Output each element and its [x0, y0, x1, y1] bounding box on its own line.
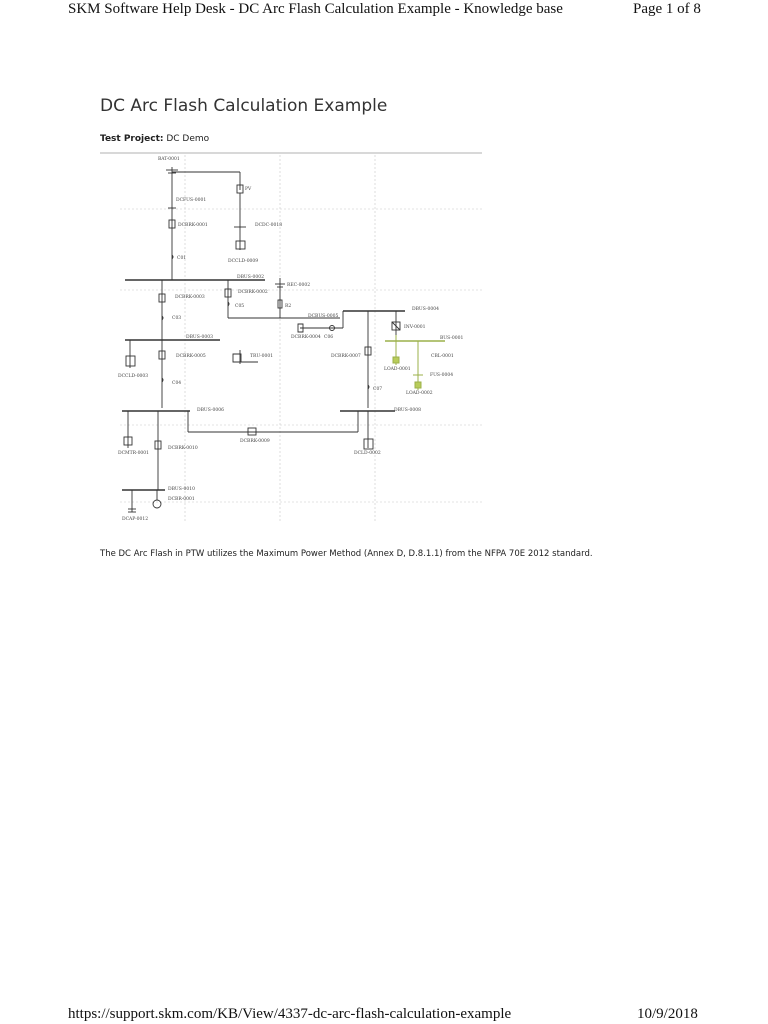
label-dbus6: DBUS-0006 [197, 408, 224, 413]
test-project-label: Test Project: [100, 134, 164, 144]
label-dbus4: DBUS-0004 [412, 307, 439, 312]
label-bus1: BUS-0001 [440, 336, 464, 341]
label-rec: REC-0002 [287, 283, 311, 288]
label-dcbrk1: DCBRK-0001 [178, 223, 208, 228]
label-cld3: DCCLD-0003 [118, 374, 149, 379]
cld9-symbol [236, 241, 245, 249]
label-dbus2: DBUS-0002 [237, 275, 264, 280]
label-dcbrk5: DCBRK-0005 [176, 354, 206, 359]
print-header-page-number: Page 1 of 8 [633, 1, 701, 17]
label-c03: C03 [172, 316, 182, 321]
label-dcld2: DCLD-0002 [354, 451, 381, 456]
one-line-diagram [100, 150, 484, 530]
label-dcbrk4: DCBRK-0004 [291, 335, 321, 340]
dcbr1-symbol [153, 500, 161, 508]
print-footer-url: https://support.skm.com/KB/View/4337-dc-arc-flash-calculation-example [68, 1006, 512, 1022]
dcld2-symbol [364, 439, 373, 449]
label-cbl1: CBL-0001 [431, 354, 454, 359]
article-body-text: The DC Arc Flash in PTW utilizes the Maximum Power Method (Annex D, D.8.1.1) from the NFPA 70E 2012 standard. [100, 549, 593, 559]
label-dbus10: DBUS-0010 [168, 487, 195, 492]
print-header-title: SKM Software Help Desk - DC Arc Flash Calculation Example - Knowledge base [68, 1, 563, 17]
test-project-line [100, 134, 209, 144]
label-dcbr1: DCBR-0001 [168, 497, 195, 502]
article-title: DC Arc Flash Calculation Example [100, 96, 388, 116]
label-dbus3: DBUS-0003 [186, 335, 213, 340]
label-dcfuse: DCFUS-0001 [176, 198, 207, 203]
label-dcbus5: DCBUS-0005 [308, 314, 339, 319]
label-pv: PV [245, 187, 252, 192]
label-dbus8: DBUS-0008 [394, 408, 421, 413]
cld3-symbol [126, 356, 135, 366]
load2-symbol [415, 382, 421, 388]
label-load1: LOAD-0001 [384, 367, 411, 372]
ac-section [385, 335, 445, 390]
label-bat: BAT-0001 [158, 157, 180, 162]
label-c04: C04 [172, 381, 182, 386]
label-fus4: FUS-0004 [430, 373, 454, 378]
label-dcbrk9: DCBRK-0009 [240, 439, 270, 444]
label-dcbrk2: DCBRK-0002 [238, 290, 268, 295]
label-dcdc: DCDC-0018 [255, 223, 283, 228]
label-dcbrk7: DCBRK-0007 [331, 354, 361, 359]
label-c05: C05 [235, 304, 245, 309]
test-project-value: DC Demo [166, 134, 210, 144]
label-dcmtr: DCMTR-0001 [118, 451, 150, 456]
dcbrk9-symbol [248, 428, 256, 435]
label-c07: C07 [373, 387, 383, 392]
label-c06: C06 [324, 335, 334, 340]
load1-symbol [393, 357, 399, 363]
print-footer-date: 10/9/2018 [637, 1006, 698, 1022]
label-dcbrk3: DCBRK-0003 [175, 295, 205, 300]
label-tr1: TRU-0001 [250, 354, 274, 359]
label-cap: DCAP-0012 [122, 517, 149, 522]
label-cld9: DCCLD-0009 [228, 259, 259, 264]
label-load2: LOAD-0002 [406, 391, 433, 396]
label-inv: INV-0001 [404, 325, 426, 330]
label-r2: R2 [285, 304, 292, 309]
label-dcbrk10: DCBRK-0010 [168, 446, 198, 451]
label-c01: C01 [177, 256, 187, 261]
